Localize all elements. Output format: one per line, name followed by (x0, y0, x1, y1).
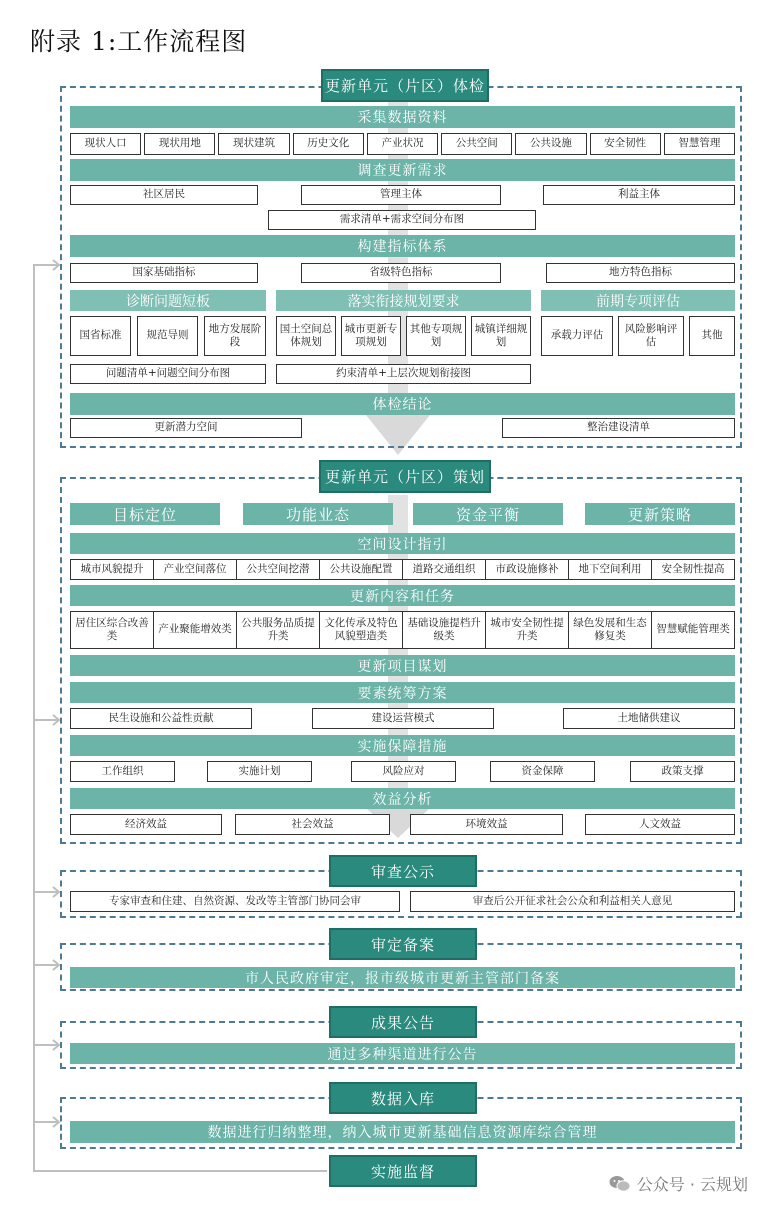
pre-item: 风险影响评估 (618, 316, 684, 356)
space-item: 市政设施修补 (486, 560, 569, 579)
factor-item: 土地储供建议 (563, 708, 735, 729)
index-bar: 构建指标体系 (70, 235, 735, 257)
space-item: 公共空间挖潜 (237, 560, 320, 579)
index-item: 省级特色指标 (301, 263, 501, 283)
guarantee-item: 风险应对 (351, 761, 456, 782)
project-bar: 更新项目谋划 (70, 655, 735, 676)
section2-header: 更新单元（片区）策划 (319, 460, 491, 493)
diag-output: 问题清单+问题空间分布图 (70, 364, 266, 384)
diag-item: 地方发展阶段 (204, 316, 266, 356)
section5-header: 成果公告 (329, 1006, 477, 1038)
factor-item: 建设运营模式 (312, 708, 494, 729)
collect-item: 安全韧性 (590, 133, 661, 155)
collect-item: 智慧管理 (664, 133, 735, 155)
space-item: 地下空间利用 (569, 560, 652, 579)
benefit-item: 环境效益 (410, 814, 563, 835)
pre-bar: 前期专项评估 (541, 290, 735, 311)
feedback-arrows (33, 255, 63, 1175)
space-items (70, 559, 735, 580)
index-item: 国家基础指标 (70, 263, 258, 283)
plan-item: 城市更新专项规划 (341, 316, 401, 356)
space-item: 公共设施配置 (320, 560, 403, 579)
section5-bar: 通过多种渠道进行公告 (70, 1043, 735, 1064)
content-item: 城市安全韧性提升类 (486, 612, 569, 648)
content-item: 居住区综合改善类 (71, 612, 154, 648)
review-item: 专家审查和住建、自然资源、发改等主管部门协同会审 (70, 891, 400, 912)
guarantee-item: 实施计划 (207, 761, 312, 782)
page-title: 附录 1:工作流程图 (30, 27, 248, 56)
concl-bar: 体检结论 (70, 393, 735, 415)
collect-item: 现状建筑 (218, 133, 289, 155)
collect-item: 历史文化 (293, 133, 364, 155)
survey-item: 管理主体 (301, 185, 501, 205)
content-item: 基础设施提档升级类 (403, 612, 486, 648)
benefit-item: 人文效益 (585, 814, 735, 835)
collect-item: 公共设施 (515, 133, 586, 155)
survey-output: 需求清单+需求空间分布图 (268, 210, 536, 230)
pre-item: 承载力评估 (541, 316, 613, 356)
feedback-bottom-line (33, 1170, 327, 1172)
top-item: 资金平衡 (413, 503, 563, 525)
wechat-icon (609, 1175, 631, 1193)
guarantee-item: 工作组织 (70, 761, 175, 782)
plan-item: 城镇详细规划 (471, 316, 531, 356)
guarantee-item: 资金保障 (490, 761, 595, 782)
plan-bar: 落实衔接规划要求 (276, 290, 531, 311)
section6-bar: 数据进行归纳整理，纳入城市更新基础信息资源库综合管理 (70, 1121, 735, 1143)
survey-item: 利益主体 (543, 185, 735, 205)
content-item: 绿色发展和生态修复类 (569, 612, 652, 648)
content-item: 产业聚能增效类 (154, 612, 237, 648)
top-item: 功能业态 (243, 503, 393, 525)
factor-bar: 要素统筹方案 (70, 682, 735, 703)
section1-header: 更新单元（片区）体检 (321, 69, 489, 102)
section3-header: 审查公示 (329, 855, 477, 887)
benefit-item: 经济效益 (70, 814, 222, 835)
space-item: 产业空间落位 (154, 560, 237, 579)
content-bar: 更新内容和任务 (70, 585, 735, 606)
space-item: 安全韧性提高 (661, 562, 725, 575)
diag-bar: 诊断问题短板 (70, 290, 266, 311)
diag-item: 国省标准 (70, 316, 131, 356)
plan-output: 约束清单+上层次规划衔接图 (276, 364, 531, 384)
content-item: 智慧赋能管理类 (656, 623, 730, 636)
guarantee-bar: 实施保障措施 (70, 735, 735, 756)
guarantee-item: 政策支撑 (630, 761, 735, 782)
benefit-item: 社会效益 (235, 814, 390, 835)
collect-bar: 采集数据资料 (70, 106, 735, 128)
space-item: 道路交通组织 (403, 560, 486, 579)
index-item: 地方特色指标 (546, 263, 735, 283)
diag-item: 规范导则 (137, 316, 198, 356)
concl-item: 更新潜力空间 (70, 418, 302, 438)
top-item: 目标定位 (70, 503, 220, 525)
space-item: 城市风貌提升 (71, 560, 154, 579)
watermark (609, 1172, 748, 1195)
survey-bar: 调查更新需求 (70, 159, 735, 181)
factor-item: 民生设施和公益性贡献 (70, 708, 252, 729)
content-items (70, 611, 735, 649)
content-item: 文化传承及特色风貌塑造类 (320, 612, 403, 648)
watermark-text: 公众号 · 云规划 (636, 1175, 748, 1194)
collect-item: 现状用地 (144, 133, 215, 155)
section4-bar: 市人民政府审定，报市级城市更新主管部门备案 (70, 967, 735, 988)
section4-header: 审定备案 (329, 928, 477, 960)
collect-item: 产业状况 (367, 133, 438, 155)
survey-item: 社区居民 (70, 185, 258, 205)
collect-items (70, 133, 735, 155)
collect-item: 公共空间 (441, 133, 512, 155)
pre-item: 其他 (689, 316, 735, 356)
section6-header: 数据入库 (329, 1082, 477, 1114)
plan-item: 国土空间总体规划 (276, 316, 336, 356)
review-item: 审查后公开征求社会公众和利益相关人意见 (410, 891, 735, 912)
collect-item: 现状人口 (70, 133, 141, 155)
plan-item: 其他专项规划 (406, 316, 466, 356)
space-bar: 空间设计指引 (70, 533, 735, 554)
section7-header: 实施监督 (329, 1155, 477, 1187)
content-item: 公共服务品质提升类 (237, 612, 320, 648)
benefit-bar: 效益分析 (70, 788, 735, 809)
top-item: 更新策略 (585, 503, 735, 525)
concl-item: 整治建设清单 (502, 418, 735, 438)
